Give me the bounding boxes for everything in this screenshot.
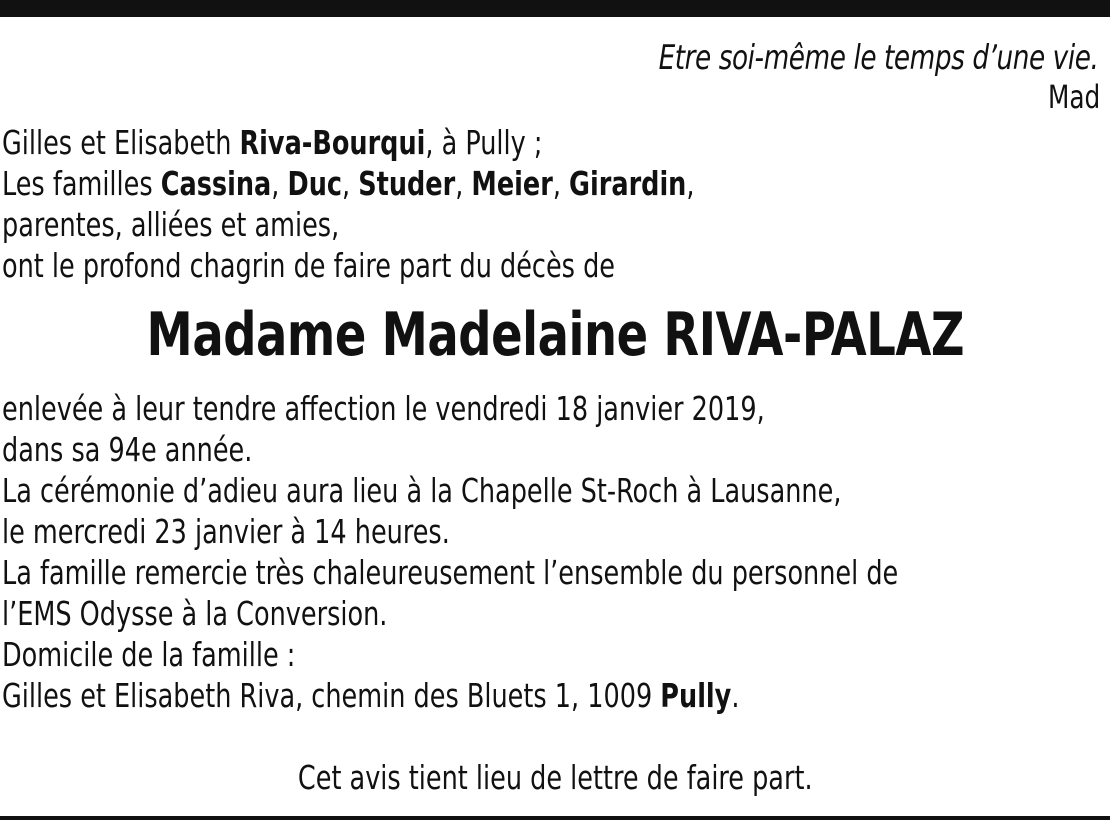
- separator: ,: [271, 164, 288, 203]
- families-line-4: ont le profond chagrin de faire part du décès de: [2, 246, 616, 285]
- family-name-studer: Studer: [358, 164, 456, 203]
- separator: ,: [455, 164, 472, 203]
- families-line-2-post: ,: [686, 164, 695, 203]
- families-announcement: [2, 122, 694, 286]
- separator: ,: [342, 164, 359, 203]
- body-line: La famille remercie très chaleureusement l’ensemble du personnel de: [2, 553, 899, 592]
- closing-note: [0, 758, 1110, 797]
- families-line-3: parentes, alliées et amies,: [2, 205, 340, 244]
- body-line: l’EMS Odysse à la Conversion.: [2, 594, 388, 633]
- families-line-2-pre: Les familles: [2, 164, 161, 203]
- deceased-name: [0, 300, 1110, 370]
- announcement-body: [2, 388, 898, 716]
- body-line: Domicile de la famille :: [2, 635, 296, 674]
- body-line: le mercredi 23 janvier à 14 heures.: [2, 512, 450, 551]
- family-name-girardin: Girardin: [569, 164, 687, 203]
- bottom-border-rule: [0, 816, 1110, 820]
- family-name-cassina: Cassina: [160, 164, 272, 203]
- family-name-meier: Meier: [471, 164, 553, 203]
- body-line: dans sa 94e année.: [2, 430, 253, 469]
- body-line: enlevée à leur tendre affection le vendredi 18 janvier 2019,: [2, 389, 765, 428]
- address-town: Pully: [660, 676, 732, 715]
- family-name-riva-bourqui: Riva-Bourqui: [239, 123, 426, 162]
- motto-signature: Mad: [1048, 78, 1101, 116]
- families-line-1-post: , à Pully ;: [425, 123, 543, 162]
- family-name-duc: Duc: [287, 164, 343, 203]
- top-border-rule: [0, 0, 1110, 17]
- deceased-name-text: Madame Madelaine RIVA-PALAZ: [146, 300, 964, 370]
- families-line-1-pre: Gilles et Elisabeth: [2, 123, 240, 162]
- families-line-1: [2, 122, 694, 163]
- address-post: .: [731, 676, 740, 715]
- separator: ,: [552, 164, 570, 203]
- family-address: [2, 675, 898, 716]
- families-line-2: [2, 163, 694, 204]
- motto-quote: Etre soi-même le temps d’une vie.: [658, 38, 1098, 78]
- body-line: La cérémonie d’adieu aura lieu à la Chapelle St-Roch à Lausanne,: [2, 471, 842, 510]
- address-text: Gilles et Elisabeth Riva, chemin des Bluets 1, 1009: [2, 676, 661, 715]
- closing-note-text: Cet avis tient lieu de lettre de faire part.: [297, 758, 813, 797]
